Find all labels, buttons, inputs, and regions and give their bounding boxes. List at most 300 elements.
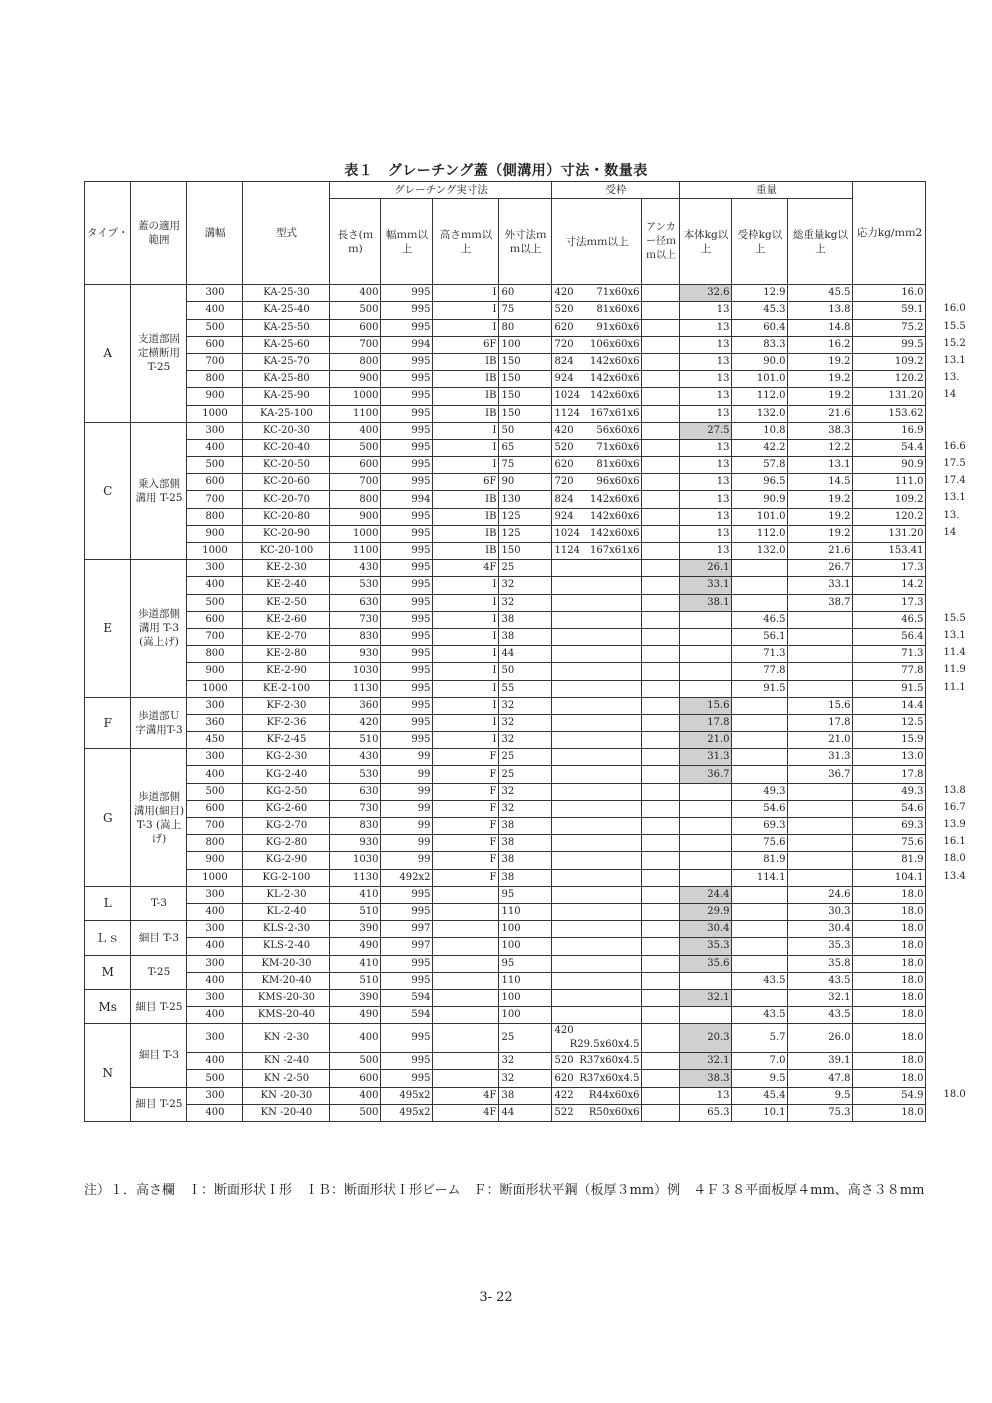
cell-frame-weight (732, 714, 788, 731)
stress-overflow-value: 17.5 (943, 458, 966, 470)
table-row (85, 302, 926, 319)
cell-total-weight: 17.8 (788, 714, 853, 731)
cell-length: 1100 (330, 543, 381, 560)
cell-anchor (642, 938, 680, 955)
cell-width: 700 (187, 818, 243, 835)
cell-total-weight: 19.2 (788, 508, 853, 525)
cell-body-weight: 13 (680, 525, 732, 542)
header-frame-dim: 寸法ｍｍ以上 (552, 199, 642, 285)
stress-overflow-value: 15.5 (943, 612, 966, 624)
stress-value: 131.20 (888, 527, 924, 539)
cell-width: 500 (187, 594, 243, 611)
cell-height (433, 697, 499, 714)
cell-frame-weight: 101.0 (732, 371, 788, 388)
stress-value: 54.9 (901, 1089, 924, 1101)
cell-grating-width: 495x2 (381, 1104, 433, 1121)
cell-frame-weight: 54.6 (732, 800, 788, 817)
cell-model: KE-2-70 (243, 628, 330, 645)
cell-anchor (642, 457, 680, 474)
frame-outer-value: 1024 (554, 390, 580, 402)
cell-outer-or-height: 32 (499, 783, 552, 800)
table-row (85, 989, 926, 1006)
cell-outer-or-height: 150 (499, 371, 552, 388)
type-cell: E (85, 560, 131, 698)
cell-width: 300 (187, 1087, 243, 1104)
cell-length: 500 (330, 302, 381, 319)
cell-frame-weight (732, 938, 788, 955)
cell-stress: 18.0 (853, 903, 926, 920)
cell-width: 1000 (187, 680, 243, 697)
cell-anchor (642, 732, 680, 749)
cell-stress (853, 611, 966, 628)
cell-frame-dim (552, 439, 642, 456)
cell-anchor (642, 628, 680, 645)
cell-height (433, 594, 499, 611)
cell-frame-dim (552, 766, 642, 783)
type-cell: F (85, 697, 131, 749)
stress-overflow-value: 11.9 (943, 664, 966, 676)
cell-length: 400 (330, 285, 381, 302)
cell-total-weight: 21.0 (788, 732, 853, 749)
cell-body-weight: 38.1 (680, 594, 732, 611)
stress-overflow-value: 15.2 (943, 337, 966, 349)
cell-width: 800 (187, 835, 243, 852)
height-section-code: I (492, 441, 497, 453)
cell-frame-weight (732, 903, 788, 920)
header-use: 蓋の適用範囲 (131, 182, 187, 285)
cell-frame-weight: 9.5 (732, 1070, 788, 1087)
cell-width: 700 (187, 353, 243, 370)
cell-body-weight (680, 800, 732, 817)
stress-value: 109.2 (894, 493, 924, 505)
cell-body-weight: 13 (680, 319, 732, 336)
stress-value: 131.20 (888, 390, 924, 402)
cell-body-weight: 32.1 (680, 1053, 732, 1070)
cell-outer-or-height: 75 (499, 302, 552, 319)
cell-anchor (642, 422, 680, 439)
cell-stress: 16.9 (853, 422, 926, 439)
cell-outer-or-height: 150 (499, 353, 552, 370)
cell-frame-dim (552, 594, 642, 611)
cell-stress (853, 663, 966, 680)
table-row (85, 697, 926, 714)
cell-anchor (642, 577, 680, 594)
cell-stress: 18.0 (853, 989, 926, 1006)
table-row (85, 800, 926, 817)
cell-stress: 18.0 (853, 886, 926, 903)
height-section-code: I (492, 699, 497, 711)
cell-length: 430 (330, 560, 381, 577)
stress-overflow-value: 13.8 (943, 784, 966, 796)
header-width-mm: 幅ｍｍ以上 (381, 199, 433, 285)
cell-model: KC-20-90 (243, 525, 330, 542)
cell-stress: 15.9 (853, 732, 926, 749)
table-row (85, 646, 926, 663)
cell-body-weight: 36.7 (680, 766, 732, 783)
table-row (85, 886, 926, 903)
cell-frame-dim (552, 663, 642, 680)
header-grating-dims: グレーチング実寸法 (330, 182, 552, 199)
cell-anchor (642, 353, 680, 370)
cell-length: 390 (330, 921, 381, 938)
height-section-code: F (489, 802, 497, 814)
cell-grating-width: 995 (381, 646, 433, 663)
cell-body-weight: 13 (680, 543, 732, 560)
type-cell: C (85, 422, 131, 560)
stress-value: 81.9 (901, 854, 924, 866)
frame-section-value: R44x60x6 (588, 1089, 640, 1101)
cell-width: 500 (187, 457, 243, 474)
cell-stress: 17.8 (853, 766, 926, 783)
cell-stress: 18.0 (853, 1053, 926, 1070)
table-row (85, 611, 926, 628)
cell-frame-dim (552, 852, 642, 869)
frame-outer-value: 1024 (554, 527, 580, 539)
cell-frame-weight (732, 749, 788, 766)
cell-model: KA-25-100 (243, 405, 330, 422)
table-row (85, 1007, 926, 1024)
cell-length: 730 (330, 611, 381, 628)
cell-height (433, 766, 499, 783)
frame-section-value: 81x60x6 (596, 304, 640, 316)
stress-value: 75.6 (901, 837, 924, 849)
cell-stress (853, 628, 966, 645)
cell-length: 900 (330, 508, 381, 525)
cell-frame-dim (552, 560, 642, 577)
cell-body-weight: 35.3 (680, 938, 732, 955)
cell-stress (853, 319, 966, 336)
cell-outer-or-height: 80 (499, 319, 552, 336)
cell-model: KC-20-30 (243, 422, 330, 439)
cell-total-weight: 31.3 (788, 749, 853, 766)
cell-frame-weight: 43.5 (732, 972, 788, 989)
cell-body-weight (680, 835, 732, 852)
cell-height (433, 439, 499, 456)
table-row (85, 869, 926, 886)
cell-height (433, 422, 499, 439)
cell-length: 510 (330, 972, 381, 989)
cell-total-weight (788, 800, 853, 817)
cell-body-weight: 32.1 (680, 989, 732, 1006)
cell-grating-width: 994 (381, 336, 433, 353)
cell-width: 900 (187, 663, 243, 680)
cell-anchor (642, 491, 680, 508)
table-row (85, 714, 926, 731)
frame-section-value: 167x61x6 (590, 407, 640, 419)
cell-length: 410 (330, 955, 381, 972)
height-section-code: 6F (483, 476, 497, 488)
cell-length: 510 (330, 732, 381, 749)
frame-outer-value: 1124 (554, 407, 580, 419)
cell-total-weight: 30.3 (788, 903, 853, 920)
cell-body-weight (680, 611, 732, 628)
table-row (85, 405, 926, 422)
cell-grating-width: 995 (381, 955, 433, 972)
table-row (85, 921, 926, 938)
cell-total-weight (788, 783, 853, 800)
cell-stress: 153.41 (853, 543, 926, 560)
cell-grating-width: 995 (381, 319, 433, 336)
cell-width: 300 (187, 749, 243, 766)
cell-frame-dim (552, 938, 642, 955)
cell-frame-weight: 71.3 (732, 646, 788, 663)
cell-length: 1130 (330, 680, 381, 697)
cell-grating-width: 995 (381, 1053, 433, 1070)
cell-anchor (642, 714, 680, 731)
cell-body-weight (680, 628, 732, 645)
cell-body-weight: 33.1 (680, 577, 732, 594)
cell-height (433, 474, 499, 491)
cell-total-weight: 36.7 (788, 766, 853, 783)
cell-frame-dim (552, 611, 642, 628)
table-row (85, 663, 926, 680)
cell-height (433, 1053, 499, 1070)
cell-stress (853, 800, 966, 817)
cell-width: 800 (187, 646, 243, 663)
cell-width: 360 (187, 714, 243, 731)
cell-width: 400 (187, 577, 243, 594)
height-section-code: I (492, 665, 497, 677)
cell-width: 1000 (187, 543, 243, 560)
cell-anchor (642, 697, 680, 714)
cell-total-weight: 26.7 (788, 560, 853, 577)
cell-outer-or-height: 125 (499, 525, 552, 542)
stress-overflow-value: 16.1 (943, 836, 966, 848)
stress-overflow-value: 13.1 (943, 629, 966, 641)
cell-frame-weight: 77.8 (732, 663, 788, 680)
frame-section-value: 96x60x6 (596, 476, 640, 488)
cell-outer-or-height: 32 (499, 732, 552, 749)
cell-frame-dim (552, 783, 642, 800)
table-row (85, 852, 926, 869)
cell-height (433, 508, 499, 525)
height-section-code: F (489, 871, 497, 883)
cell-total-weight: 21.6 (788, 405, 853, 422)
cell-body-weight: 13 (680, 371, 732, 388)
cell-body-weight (680, 1007, 732, 1024)
cell-frame-dim (552, 628, 642, 645)
cell-frame-dim (552, 818, 642, 835)
cell-length: 830 (330, 818, 381, 835)
cell-height (433, 285, 499, 302)
cell-frame-weight: 83.3 (732, 336, 788, 353)
cell-stress (853, 818, 966, 835)
cell-outer-or-height: 65 (499, 439, 552, 456)
cell-outer-or-height: 150 (499, 543, 552, 560)
height-section-code: I (492, 304, 497, 316)
cell-stress: 18.0 (853, 1070, 926, 1087)
cell-frame-weight: 96.5 (732, 474, 788, 491)
cell-frame-dim (552, 491, 642, 508)
cell-total-weight: 30.4 (788, 921, 853, 938)
cell-outer-or-height: 50 (499, 422, 552, 439)
cell-anchor (642, 680, 680, 697)
height-section-code: I (492, 734, 497, 746)
cell-grating-width: 995 (381, 1024, 433, 1053)
cell-body-weight: 17.8 (680, 714, 732, 731)
cell-frame-dim (552, 972, 642, 989)
cell-outer-or-height: 38 (499, 611, 552, 628)
frame-section-value: 71x60x6 (596, 441, 640, 453)
table-row (85, 457, 926, 474)
cell-height (433, 611, 499, 628)
header-height-mm: 高さｍｍ以上 (433, 199, 499, 285)
cell-grating-width: 995 (381, 439, 433, 456)
cell-height (433, 663, 499, 680)
cell-anchor (642, 663, 680, 680)
cell-frame-dim (552, 302, 642, 319)
cell-frame-weight: 91.5 (732, 680, 788, 697)
cell-height (433, 336, 499, 353)
cell-model: KG-2-80 (243, 835, 330, 852)
cell-total-weight: 75.3 (788, 1104, 853, 1121)
stress-value: 91.5 (901, 682, 924, 694)
cell-width: 300 (187, 921, 243, 938)
cell-stress: 14.4 (853, 697, 926, 714)
cell-grating-width: 995 (381, 560, 433, 577)
cell-frame-dim (552, 869, 642, 886)
cell-width: 300 (187, 1024, 243, 1053)
cell-total-weight: 9.5 (788, 1087, 853, 1104)
cell-model: KM-20-40 (243, 972, 330, 989)
frame-outer-value: 620 (554, 459, 574, 471)
cell-total-weight: 38.3 (788, 422, 853, 439)
header-total-weight: 総重量kg以上 (788, 199, 853, 285)
cell-model: KF-2-45 (243, 732, 330, 749)
cell-frame-weight: 7.0 (732, 1053, 788, 1070)
table-row (85, 938, 926, 955)
cell-width: 700 (187, 491, 243, 508)
cell-grating-width: 995 (381, 697, 433, 714)
cell-model: KM-20-30 (243, 955, 330, 972)
cell-stress: 18.0 (853, 938, 926, 955)
cell-frame-dim (552, 577, 642, 594)
cell-frame-weight: 112.0 (732, 388, 788, 405)
cell-model: KE-2-90 (243, 663, 330, 680)
cell-width: 300 (187, 886, 243, 903)
table-row (85, 543, 926, 560)
cell-total-weight: 43.5 (788, 972, 853, 989)
frame-section-value: 142x60x6 (590, 510, 640, 522)
cell-frame-weight: 12.9 (732, 285, 788, 302)
cell-grating-width: 995 (381, 1070, 433, 1087)
cell-body-weight: 13 (680, 388, 732, 405)
cell-model: KG-2-100 (243, 869, 330, 886)
frame-outer-value: 824 (554, 493, 574, 505)
cell-height (433, 1087, 499, 1104)
cell-stress (853, 388, 957, 405)
cell-length: 410 (330, 886, 381, 903)
cell-model: KN -2-40 (243, 1053, 330, 1070)
cell-anchor (642, 1024, 680, 1053)
cell-body-weight: 20.3 (680, 1024, 732, 1053)
cell-length: 500 (330, 1053, 381, 1070)
cell-height (433, 1007, 499, 1024)
cell-model: KE-2-80 (243, 646, 330, 663)
cell-anchor (642, 508, 680, 525)
cell-frame-dim (552, 353, 642, 370)
stress-overflow-value: 14 (943, 389, 957, 401)
header-anchor: アンカー径ｍｍ以上 (642, 199, 680, 285)
table-title: 表１ グレーチング蓋（側溝用）寸法・数量表 (344, 163, 648, 179)
frame-outer-value: 720 (554, 338, 574, 350)
cell-model: KMS-20-40 (243, 1007, 330, 1024)
cell-frame-dim (552, 749, 642, 766)
cell-grating-width: 995 (381, 543, 433, 560)
table-row (85, 560, 926, 577)
cell-height (433, 732, 499, 749)
stress-value: 77.8 (901, 665, 924, 677)
cell-anchor (642, 646, 680, 663)
cell-body-weight: 13 (680, 457, 732, 474)
cell-length: 800 (330, 491, 381, 508)
height-section-code: I (492, 287, 497, 299)
stress-value: 49.3 (901, 785, 924, 797)
cell-grating-width: 495x2 (381, 1087, 433, 1104)
cell-grating-width: 995 (381, 972, 433, 989)
cell-model: KN -20-30 (243, 1087, 330, 1104)
cell-grating-width: 99 (381, 835, 433, 852)
height-section-code: I (492, 596, 497, 608)
cell-model: KL-2-30 (243, 886, 330, 903)
cell-frame-weight: 46.5 (732, 611, 788, 628)
cell-stress (853, 869, 966, 886)
cell-grating-width: 995 (381, 302, 433, 319)
cell-outer-or-height: 110 (499, 972, 552, 989)
cell-length: 900 (330, 371, 381, 388)
cell-model: KA-25-50 (243, 319, 330, 336)
cell-width: 400 (187, 1053, 243, 1070)
cell-height (433, 800, 499, 817)
cell-frame-weight (732, 594, 788, 611)
cell-total-weight: 19.2 (788, 525, 853, 542)
stress-value: 75.2 (901, 321, 924, 333)
height-section-code: I (492, 579, 497, 591)
cell-anchor (642, 989, 680, 1006)
cell-outer-or-height: 50 (499, 663, 552, 680)
height-section-code: I (492, 648, 497, 660)
cell-model: KF-2-30 (243, 697, 330, 714)
cell-frame-weight (732, 955, 788, 972)
cell-model: KE-2-60 (243, 611, 330, 628)
cell-body-weight: 24.4 (680, 886, 732, 903)
cell-width: 400 (187, 766, 243, 783)
height-section-code: F (489, 768, 497, 780)
cell-grating-width: 994 (381, 491, 433, 508)
cell-body-weight (680, 818, 732, 835)
cell-model: KG-2-50 (243, 783, 330, 800)
cell-grating-width: 995 (381, 353, 433, 370)
cell-body-weight: 15.6 (680, 697, 732, 714)
cell-frame-dim (552, 886, 642, 903)
cell-grating-width: 995 (381, 405, 433, 422)
cell-frame-dim (552, 800, 642, 817)
cell-length: 390 (330, 989, 381, 1006)
header-type: タイプ・ (85, 182, 131, 285)
cell-model: KE-2-30 (243, 560, 330, 577)
cell-anchor (642, 869, 680, 886)
cell-height (433, 577, 499, 594)
cell-frame-dim (552, 646, 642, 663)
cell-frame-weight: 45.4 (732, 1087, 788, 1104)
cell-frame-dim (552, 388, 642, 405)
cell-length: 1130 (330, 869, 381, 886)
cell-length: 600 (330, 457, 381, 474)
height-section-code: I (492, 716, 497, 728)
cell-stress (853, 835, 966, 852)
cell-stress: 18.0 (853, 955, 926, 972)
cell-frame-dim (552, 371, 642, 388)
